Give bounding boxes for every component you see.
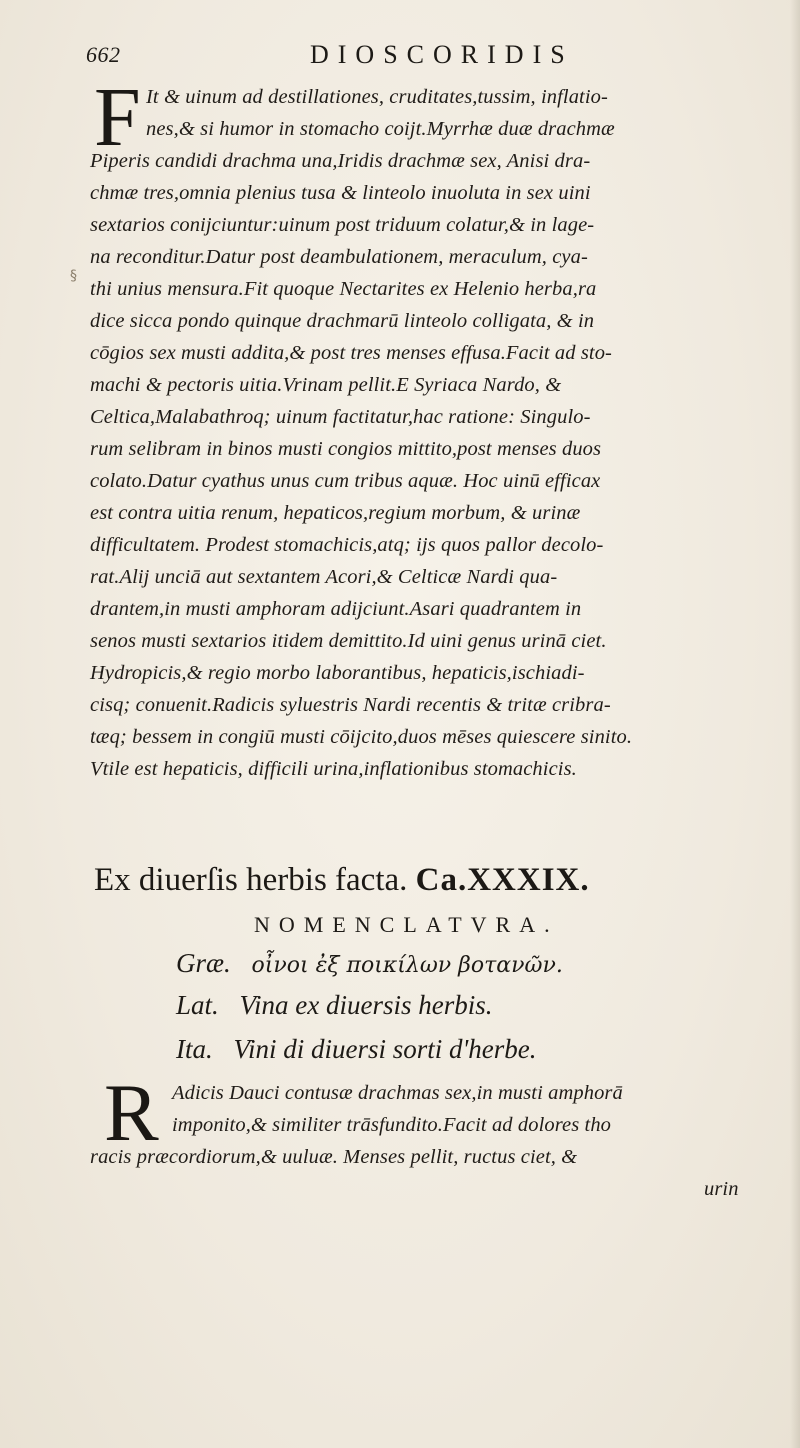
text-line: colato.Datur cyathus unus cum tribus aquæ. Hoc uinū efficax <box>90 470 601 492</box>
italian-label: Ita. <box>176 1034 213 1064</box>
text-line: na reconditur.Datur post deambulationem, meraculum, cya- <box>90 246 588 268</box>
page-number: 662 <box>86 42 121 67</box>
text-line: senos musti sextarios itidem demittito.Id uini genus urinā ciet. <box>90 630 607 652</box>
nomenclatura-heading: NOMENCLATVRA. <box>254 912 559 937</box>
text-line: racis præcordiorum,& uuluæ. Menses pellit, ructus ciet, & <box>90 1146 578 1168</box>
chapter-title-text: Ex diuerſis herbis facta. <box>94 862 416 898</box>
text-line: sextarios conijciuntur:uinum post triduum colatur,& in lage- <box>90 214 595 236</box>
text-line: It & uinum ad destillationes, cruditates,tussim, inflatio- <box>146 86 608 108</box>
text-line: dice sicca pondo quinque drachmarū linteolo colligata, & in <box>90 310 595 332</box>
latin-label: Lat. <box>176 990 219 1020</box>
chapter-number: Ca.XXXIX. <box>415 862 590 898</box>
text-line: cōgios sex musti addita,& post tres menses effusa.Facit ad sto- <box>90 342 612 364</box>
text-line: imponito,& similiter trāsfundito.Facit ad dolores tho <box>172 1114 612 1136</box>
text-line: Adicis Dauci contusæ drachmas sex,in musti amphorā <box>172 1082 623 1104</box>
latin-text: Vina ex diuersis herbis. <box>239 990 493 1020</box>
text-line: drantem,in musti amphoram adijciunt.Asari quadrantem in <box>90 598 582 620</box>
drop-cap-r: R <box>104 1067 159 1158</box>
greek-label: Græ. <box>176 948 231 978</box>
synonym-latin <box>176 990 493 1021</box>
text-line: Celtica,Malabathroq; uinum factitatur,hac ratione: Singulo- <box>90 406 591 428</box>
page-edge-shadow <box>790 0 800 1448</box>
text-line: Hydropicis,& regio morbo laborantibus, hepaticis,ischiadi- <box>90 662 585 684</box>
synonym-italian <box>176 1034 537 1065</box>
running-head: DIOSCORIDIS <box>310 40 574 69</box>
drop-cap-f: F <box>94 71 141 164</box>
catchword: urin <box>704 1178 739 1200</box>
text-line: rum selibram in binos musti congios mittito,post menses duos <box>90 438 602 460</box>
margin-mark: § <box>70 268 77 284</box>
text-line: rat.Alij unciā aut sextantem Acori,& Celticæ Nardi qua- <box>90 566 558 588</box>
synonym-greek <box>176 948 563 979</box>
text-line: thi unius mensura.Fit quoque Nectarites ex Helenio herba,ra <box>90 278 597 300</box>
chapter-title <box>94 862 590 899</box>
text-line: nes,& si humor in stomacho coijt.Myrrhæ duæ drachmæ <box>146 118 615 140</box>
text-line: difficultatem. Prodest stomachicis,atq; ijs quos pallor decolo- <box>90 534 604 556</box>
text-line: cisq; conuenit.Radicis syluestris Nardi recentis & tritæ cribra- <box>90 694 611 716</box>
page-header <box>86 38 746 78</box>
text-line: Vtile est hepaticis, difficili urina,inflationibus stomachicis. <box>90 758 577 780</box>
greek-text: οἶνοι ἐξ ποικίλων βοτανῶν. <box>251 953 563 978</box>
text-line: chmæ tres,omnia plenius tusa & linteolo inuoluta in sex uini <box>90 182 591 204</box>
text-line: tæq; bessem in congiū musti cōijcito,duos mēses quiescere sinito. <box>90 726 633 748</box>
text-line: est contra uitia renum, hepaticos,regium morbum, & urinæ <box>90 502 581 524</box>
italian-text: Vini di diuersi sorti d'herbe. <box>233 1034 537 1064</box>
text-line: Piperis candidi drachma una,Iridis drachmæ sex, Anisi dra- <box>90 150 591 172</box>
text-line: machi & pectoris uitia.Vrinam pellit.E Syriaca Nardo, & <box>90 374 562 396</box>
